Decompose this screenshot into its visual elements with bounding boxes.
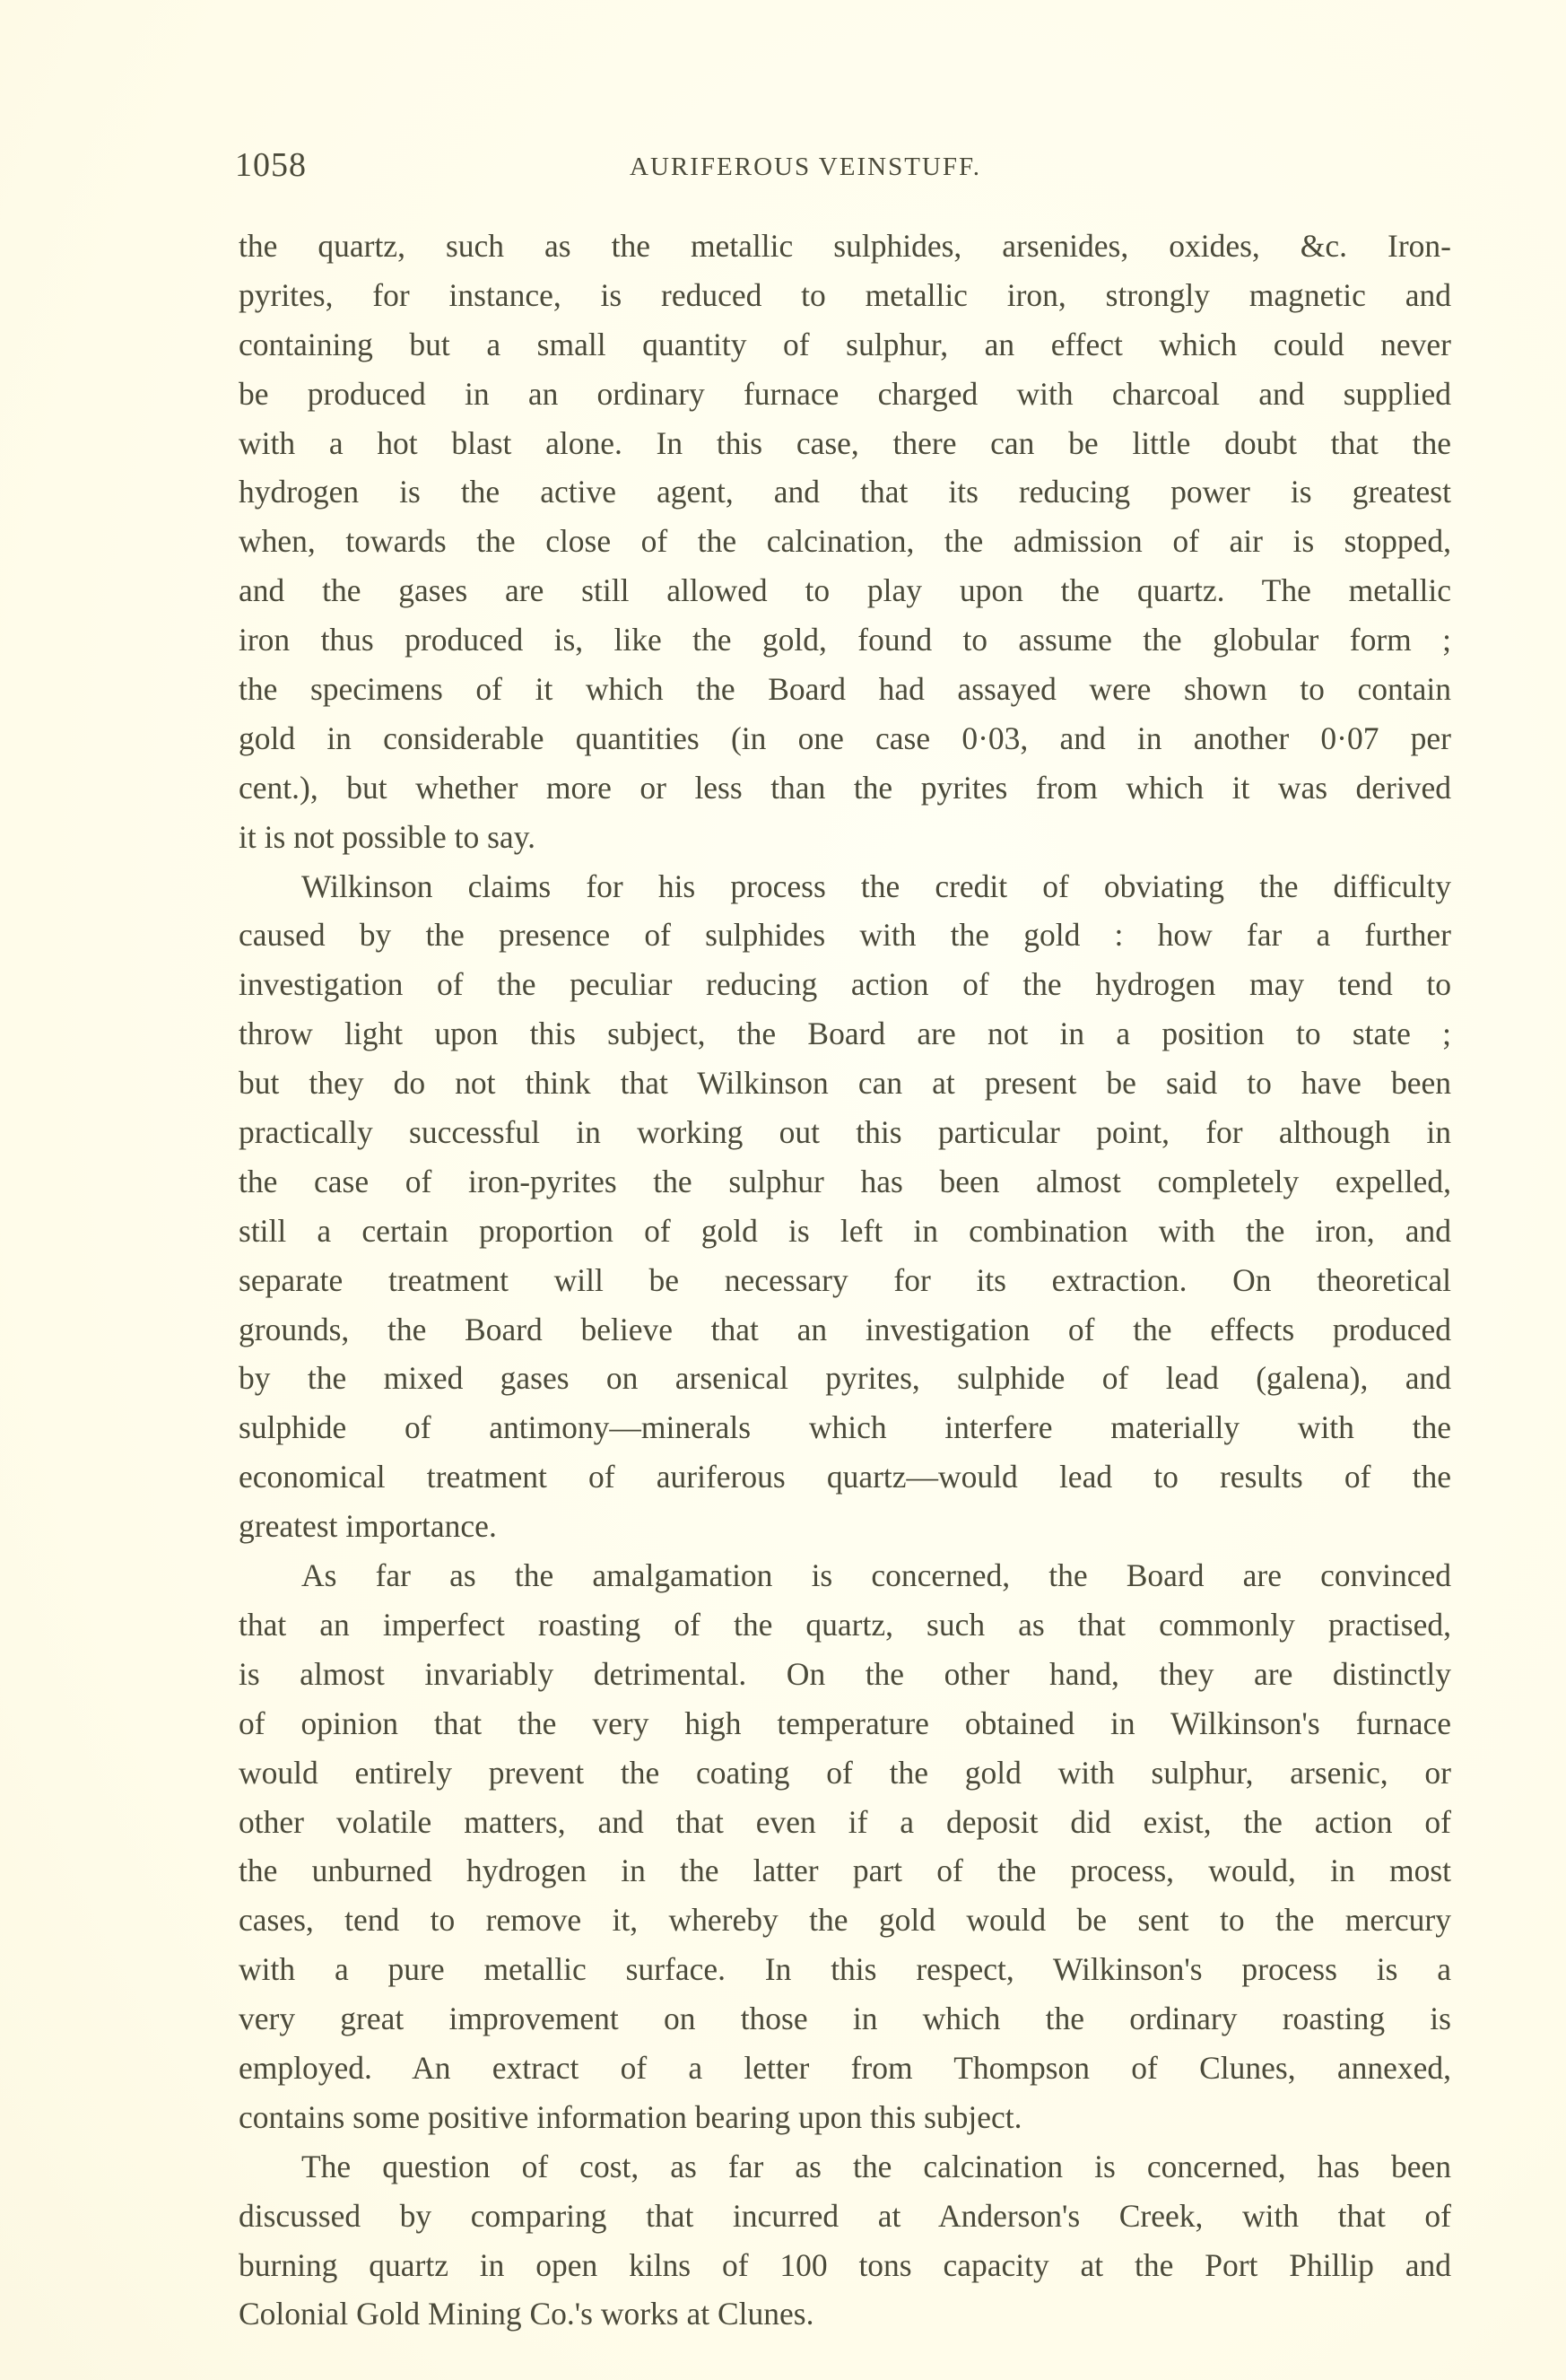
body-text [239,222,1451,2339]
text-line: that an imperfect roasting of the quartz, such as that commonly practised, [239,1606,1451,1643]
text-line: iron thus produced is, like the gold, found to assume the globular form ; [239,622,1451,658]
text-line: pyrites, for instance, is reduced to metallic iron, strongly magnetic and [239,276,1451,313]
running-title: AURIFEROUS VEINSTUFF. [630,153,982,181]
text-line: employed. An extract of a letter from Thompson of Clunes, annexed, [239,2049,1451,2086]
text-line: burning quartz in open kilns of 100 tons capacity at the Port Phillip and [239,2246,1451,2283]
text-line: cent.), but whether more or less than the pyrites from which it was derived [239,769,1451,806]
paragraph [239,222,1451,862]
text-line: contains some positive information bearing upon this subject. [239,2098,1022,2135]
text-line: with a hot blast alone. In this case, there can be little doubt that the [239,424,1451,461]
paragraph [239,1551,1451,2142]
text-line: As far as the amalgamation is concerned, the Board are convinced [301,1557,1451,1594]
text-line: practically successful in working out this particular point, for although in [239,1114,1451,1151]
text-line: but they do not think that Wilkinson can at present be said to have been [239,1065,1451,1102]
text-line: the quartz, such as the metallic sulphides, arsenides, oxides, &c. Iron- [239,228,1451,264]
text-line: investigation of the peculiar reducing action of the hydrogen may tend to [239,966,1451,1003]
text-line: the case of iron-pyrites the sulphur has been almost completely expelled, [239,1163,1451,1199]
text-line: cases, tend to remove it, whereby the gold would be sent to the mercury [239,1902,1451,1939]
page-number: 1058 [235,146,307,184]
text-line: caused by the presence of sulphides with the gold : how far a further [239,917,1451,954]
text-line: The question of cost, as far as the calcination is concerned, has been [301,2148,1451,2184]
text-line: with a pure metallic surface. In this respect, Wilkinson's process is a [239,1951,1451,1988]
text-line: Wilkinson claims for his process the credit of obviating the difficulty [301,867,1451,904]
text-line: grounds, the Board believe that an investigation of the effects produced [239,1311,1451,1347]
text-line: sulphide of antimony—minerals which interfere materially with the [239,1409,1451,1446]
text-line: by the mixed gases on arsenical pyrites, sulphide of lead (galena), and [239,1360,1451,1397]
text-line: is almost invariably detrimental. On the other hand, they are distinctly [239,1655,1451,1692]
text-line: Colonial Gold Mining Co.'s works at Clunes. [239,2296,814,2332]
text-line: containing but a small quantity of sulphur, an effect which could never [239,326,1451,362]
text-line: throw light upon this subject, the Board are not in a position to state ; [239,1016,1451,1052]
text-line: hydrogen is the active agent, and that its reducing power is greatest [239,474,1451,510]
text-line: the specimens of it which the Board had assayed were shown to contain [239,671,1451,708]
text-line: greatest importance. [239,1508,497,1545]
text-line: separate treatment will be necessary for its extraction. On theoretical [239,1261,1451,1298]
text-line: very great improvement on those in which the ordinary roasting is [239,2001,1451,2037]
text-line: of opinion that the very high temperature obtained in Wilkinson's furnace [239,1704,1451,1741]
text-line: other volatile matters, and that even if a deposit did exist, the action of [239,1803,1451,1840]
paragraph [239,2142,1451,2340]
text-line: and the gases are still allowed to play upon the quartz. The metallic [239,572,1451,609]
text-line: it is not possible to say. [239,818,536,855]
text-line: economical treatment of auriferous quartz—would lead to results of the [239,1459,1451,1495]
text-line: when, towards the close of the calcination, the admission of air is stopped, [239,523,1451,560]
text-line: discussed by comparing that incurred at Anderson's Creek, with that of [239,2197,1451,2234]
text-line: the unburned hydrogen in the latter part of the process, would, in most [239,1853,1451,1889]
text-line: gold in considerable quantities (in one case 0·03, and in another 0·07 per [239,719,1451,756]
paragraph [239,862,1451,1551]
text-line: be produced in an ordinary furnace charged with charcoal and supplied [239,375,1451,412]
text-line: would entirely prevent the coating of the gold with sulphur, arsenic, or [239,1754,1451,1791]
running-head [235,145,1455,190]
text-line: still a certain proportion of gold is left in combination with the iron, and [239,1212,1451,1249]
